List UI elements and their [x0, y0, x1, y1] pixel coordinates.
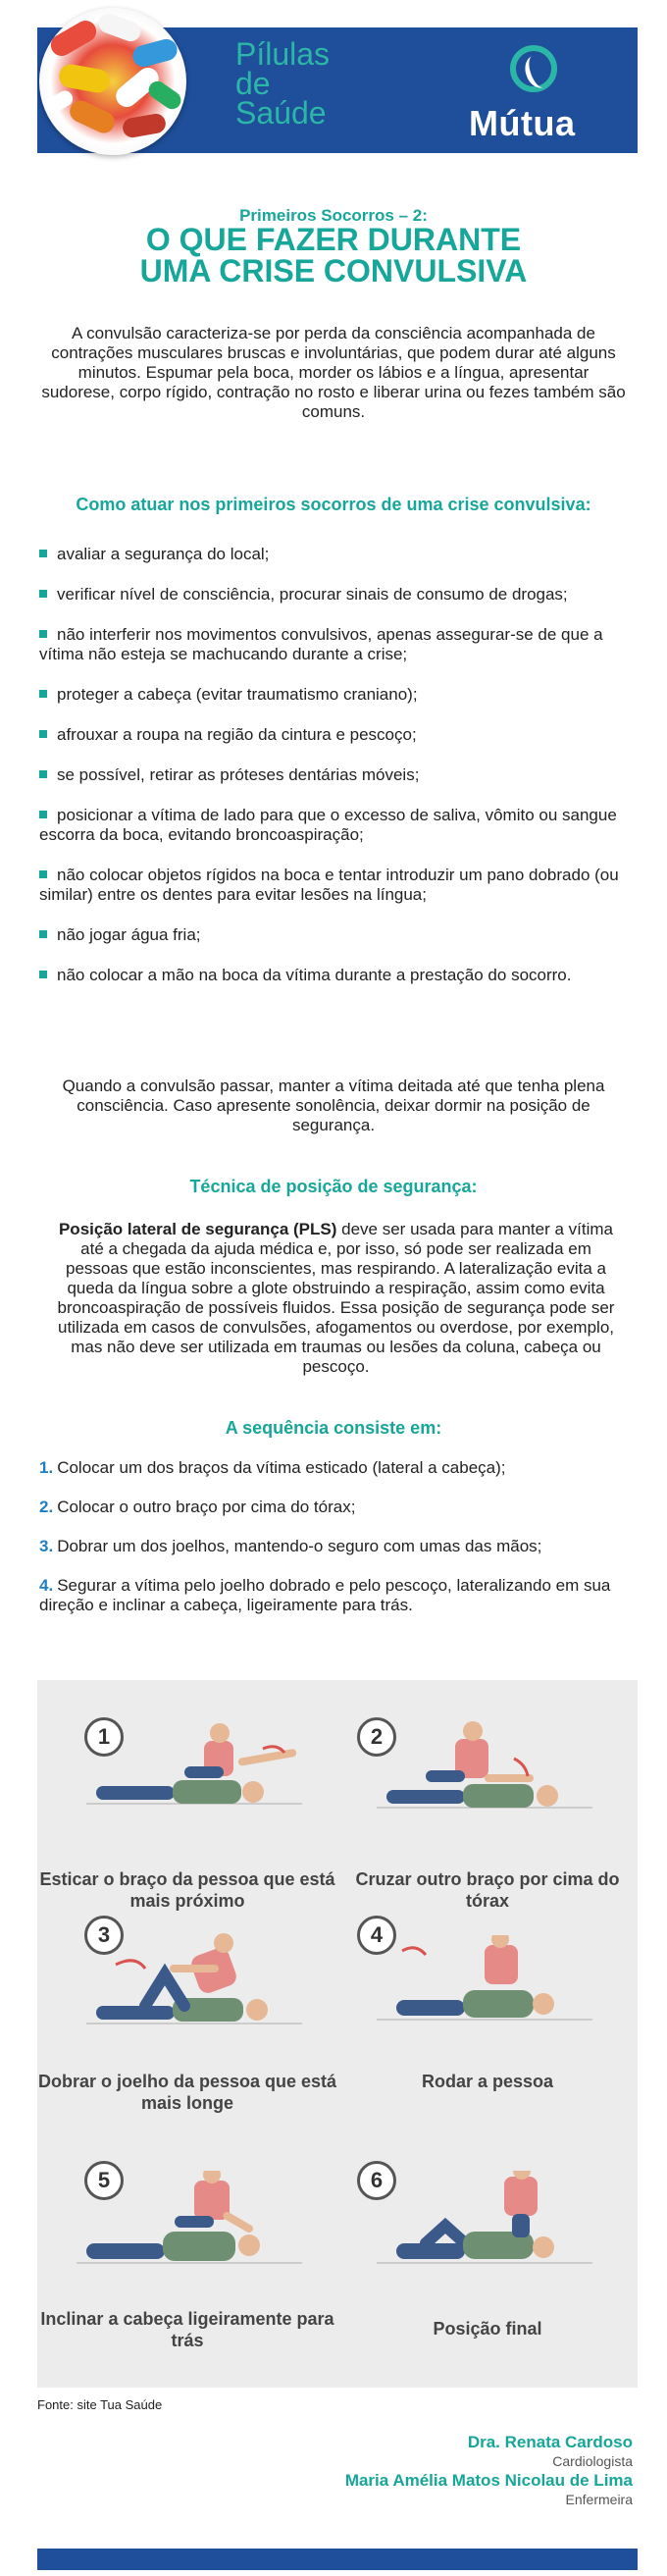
pills-image: [39, 8, 186, 155]
list-item: [39, 725, 638, 745]
bullet-square-icon: [39, 770, 47, 778]
step-text: Colocar um dos braços da vítima esticado (lateral a cabeça);: [57, 1458, 506, 1477]
bullet-square-icon: [39, 590, 47, 598]
step-badge: 2: [357, 1717, 396, 1757]
bullet-square-icon: [39, 630, 47, 638]
recovery-position-figure: [367, 1719, 602, 1837]
author-role: Cardiologista: [552, 2453, 633, 2469]
illustration-step-4: [337, 1916, 638, 2151]
step-caption: Cruzar outro braço por cima do tórax: [355, 1869, 620, 1911]
list-item: [39, 625, 638, 664]
step-badge: 3: [84, 1916, 124, 1955]
list-item: [39, 925, 638, 945]
list-item-text: não colocar a mão na boca da vítima durante a prestação do socorro.: [57, 966, 572, 984]
header-title: [235, 36, 331, 131]
list-item-text: avaliar a segurança do local;: [57, 545, 270, 563]
list-item-text: não interferir nos movimentos convulsivos, apenas assegurar-se de que a vítima não esteja se machucando durante a crise;: [39, 625, 603, 663]
page-title-line: UMA CRISE CONVULSIVA: [139, 253, 528, 289]
step-item: [39, 1498, 638, 1517]
step-caption: Rodar a pessoa: [421, 2072, 554, 2091]
pls-paragraph: [49, 1220, 623, 1377]
kicker: Primeiros Socorros – 2:: [239, 206, 428, 225]
author-name: Maria Amélia Matos Nicolau de Lima: [344, 2471, 633, 2490]
bullet-square-icon: [39, 690, 47, 698]
list-item: [39, 545, 638, 564]
step-item: [39, 1458, 638, 1478]
step-item: [39, 1537, 638, 1556]
after-crisis-paragraph: Quando a convulsão passar, manter a vítima deitada até que tenha plena consciência. Caso apresente sonolência, deixar dormir na posição de segurança.: [62, 1077, 605, 1134]
step-caption: Esticar o braço da pessoa que está mais próximo: [39, 1869, 335, 1911]
list-item: [39, 765, 638, 785]
step-badge: 5: [84, 2161, 124, 2200]
sequence-heading: A sequência consiste em:: [225, 1418, 442, 1438]
bullet-square-icon: [39, 870, 47, 878]
step-text: Dobrar um dos joelhos, mantendo-o seguro com umas das mãos;: [57, 1537, 542, 1555]
page-title: [0, 224, 667, 287]
how-heading: Como atuar nos primeiros socorros de uma crise convulsiva:: [76, 495, 591, 514]
step-text: Colocar o outro braço por cima do tórax;: [57, 1498, 356, 1516]
list-item-text: proteger a cabeça (evitar traumatismo craniano);: [57, 685, 418, 704]
source-note: Fonte: site Tua Saúde: [37, 2397, 163, 2412]
list-item-text: afrouxar a roupa na região da cintura e pescoço;: [57, 725, 417, 744]
author-role: Enfermeira: [565, 2492, 633, 2507]
step-caption: Posição final: [433, 2319, 542, 2339]
bullet-square-icon: [39, 971, 47, 978]
recovery-position-figure: [67, 2171, 312, 2288]
bullet-square-icon: [39, 550, 47, 557]
page-title-line: O QUE FAZER DURANTE: [145, 222, 522, 257]
step-text: Segurar a vítima pelo joelho dobrado e pelo pescoço, lateralizando em sua direção e inclinar a cabeça, ligeiramente para trás.: [39, 1576, 611, 1614]
step-caption: Dobrar o joelho da pessoa que está mais longe: [37, 2072, 337, 2113]
recovery-position-figure: [77, 1719, 312, 1837]
recovery-position-figure: [367, 2171, 602, 2288]
illustration-panel: [37, 1680, 638, 2388]
illustration-step-2: [337, 1680, 638, 1916]
steps-list: [39, 1458, 638, 1635]
step-badge: 4: [357, 1916, 396, 1955]
list-item-text: se possível, retirar as próteses dentárias móveis;: [57, 765, 420, 784]
list-item-text: não colocar objetos rígidos na boca e tentar introduzir um pano dobrado (ou similar) entre os dentes para evitar lesões na língua;: [39, 866, 619, 904]
pls-description: deve ser usada para manter a vítima até a chegada da ajuda médica e, por isso, só pode ser realizada em pessoas que estão inconscientes, mas respirando. A lateralização evita a queda da língua sobre a glote obstruindo a respiração, assim como evita broncoaspiração de possíveis fluidos. Essa posição de segurança pode ser utilizada em casos de convulsões, afogamentos ou overdose, por exemplo, mas não deve ser utilizada em traumas ou lesões da coluna, cabeça ou pescoço.: [57, 1220, 615, 1376]
first-aid-list: [39, 545, 638, 1006]
footer-bar: [37, 2549, 638, 2570]
illustration-step-3: [37, 1916, 337, 2151]
recovery-position-figure: [367, 1935, 602, 2053]
intro-paragraph: A convulsão caracteriza-se por perda da consciência acompanhada de contrações musculares bruscas e involuntárias, que podem durar até alguns minutos. Espumar pela boca, morder os lábios e a língua, apresentar sudorese, corpo rígido, contração no rosto e liberar urina ou fezes também são comuns.: [41, 324, 626, 421]
list-item: [39, 685, 638, 705]
step-item: [39, 1576, 638, 1615]
step-number: 1.: [39, 1458, 54, 1477]
mutua-logo-icon: [510, 45, 557, 92]
list-item: [39, 966, 638, 985]
step-number: 4.: [39, 1576, 54, 1595]
recovery-position-figure: [77, 1925, 312, 2053]
step-number: 3.: [39, 1537, 54, 1555]
list-item-text: não jogar água fria;: [57, 925, 201, 944]
illustration-step-6: [337, 2151, 638, 2388]
mutua-logo-text: Mútua: [469, 103, 576, 143]
bullet-square-icon: [39, 730, 47, 738]
step-badge: 6: [357, 2161, 396, 2200]
pls-term: Posição lateral de segurança (PLS): [58, 1220, 337, 1238]
credits: [345, 2432, 633, 2508]
list-item-text: verificar nível de consciência, procurar sinais de consumo de drogas;: [57, 585, 568, 604]
step-number: 2.: [39, 1498, 54, 1516]
header-title-line: de: [235, 66, 271, 101]
bullet-square-icon: [39, 930, 47, 938]
illustration-step-1: [37, 1680, 337, 1916]
bullet-square-icon: [39, 811, 47, 818]
list-item-text: posicionar a vítima de lado para que o excesso de saliva, vômito ou sangue escorra da boca, evitando broncoaspiração;: [39, 806, 617, 844]
list-item: [39, 866, 638, 905]
author-name: Dra. Renata Cardoso: [467, 2433, 633, 2451]
list-item: [39, 585, 638, 605]
step-caption: Inclinar a cabeça ligeiramente para trás: [40, 2309, 334, 2350]
illustration-step-5: [37, 2151, 337, 2388]
technique-heading: Técnica de posição de segurança:: [189, 1177, 478, 1196]
step-badge: 1: [84, 1717, 124, 1757]
list-item: [39, 806, 638, 845]
header-title-line: Saúde: [235, 95, 327, 131]
header-title-line: Pílulas: [235, 36, 331, 72]
